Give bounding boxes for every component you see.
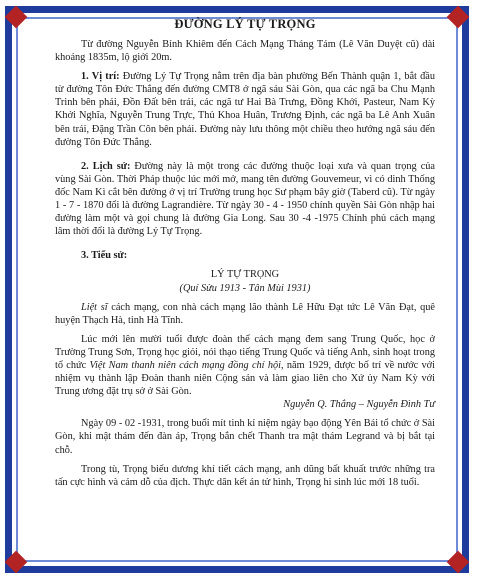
biography-dates: (Quí Sửu 1913 - Tân Mùi 1931) [179, 282, 311, 294]
biography-p2-italic: Việt Nam thanh niên cách mạng đồng chí hội [89, 359, 281, 371]
biography-source: Nguyễn Q. Thắng – Nguyễn Đình Tư [283, 399, 435, 411]
section-location-text: Đường Lý Tự Trọng nằm trên địa bàn phường Bến Thành quận 1, bắt đầu từ đường Tôn Đức Thắng đến đường CMT8 ở ngã sáu Sài Gòn, qua các ngã ba Chu Mạnh Trinh bên phải, Đồn Đất bên trái, các ngã tư Hai Bà Trưng, Đồng Khởi, Pasteur, Nam Kỳ Khởi Nghĩa, Nguyễn Trung Trực, Thủ Khoa Huân, Trương Định, các ngã ba Lê Anh Xuân bên trái, Đặng Trần Côn bên phải. Đường này lưu thông một chiều theo hướng ngã sáu đến đường Tôn Đức Thắng. [55, 71, 435, 148]
page-title: ĐƯỜNG LÝ TỰ TRỌNG [174, 17, 316, 31]
biography-paragraph-2 [55, 333, 435, 398]
section-history-text: Đường này là một trong các đường thuộc loại xưa và quan trọng của vùng Sài Gòn. Thời Pháp thuộc lúc mới mở, mang tên đường Gouvemeur, vì có dinh Thống đốc Nam Kì cắt bên đường ở vị trí Trường trung học Sư phạm bây giờ (Taberd cũ). Từ ngày 1 - 7 - 1870 đổi là đường Lagrandière. Từ ngày 30 - 4 - 1950 chính quyền Sài Gòn nhập hai đường làm một và gọi chung là đường Gia Long. Sau 30 -4 -1975 Chính phủ cách mạng lâm thời đổi là đường Lý Tự Trọng. [55, 160, 436, 238]
biography-p1-italic: Liệt sĩ [81, 301, 108, 313]
biography-name: LÝ TỰ TRỌNG [210, 269, 280, 281]
section-history [55, 160, 435, 239]
section-location [55, 70, 435, 149]
section-biography-heading: 3. Tiểu sử: [81, 250, 128, 262]
biography-p2-text-b: , năm 1929, được bố trí về nước với nhiệm vụ thành lập Đoàn thanh niên Cộng sản và làm giao liên cho Xứ ủy Nam Kỳ với Trung ương đặt trụ sở ở Sài Gòn. [55, 359, 435, 398]
section-history-heading: 2. Lịch sử: [81, 160, 131, 172]
biography-p2-text-a: Lúc mới lên mười tuổi được đoàn thể cách mạng đem sang Trung Quốc, học ở Trường Trung Sơn, Trọng học giỏi, nói thạo tiếng Trung Quốc và tiếng Anh, sinh hoạt trong tổ chức [55, 333, 435, 371]
biography-p1-text: cách mạng, con nhà cách mạng lão thành Lê Hữu Đạt tức Lê Văn Đạt, quê huyện Thạch Hà, tỉnh Hà Tĩnh. [55, 301, 435, 326]
document-body [55, 16, 435, 489]
biography-paragraph-3: Ngày 09 - 02 -1931, trong buổi mít tinh kỉ niệm ngày bạo động Yên Bái tổ chức ở Sài Gòn, khi mật thám đến đàn áp, Trọng bắn chết Thanh tra mật thám Legrand và bị bắt tại chỗ. [55, 418, 435, 456]
biography-paragraph-1 [55, 301, 435, 327]
section-location-heading: 1. Vị trí: [81, 71, 120, 83]
intro-paragraph: Từ đường Nguyễn Bỉnh Khiêm đến Cách Mạng Tháng Tám (Lê Văn Duyệt cũ) dài khoảng 1835m, lộ giới 20m. [55, 39, 435, 64]
biography-paragraph-4: Trong tù, Trọng biểu dương khí tiết cách mạng, anh dũng bất khuất trước những tra tấn cực hình và cám dỗ của địch. Thực dân kết án tử hình, Trọng hi sinh lúc mới 18 tuổi. [55, 463, 435, 488]
